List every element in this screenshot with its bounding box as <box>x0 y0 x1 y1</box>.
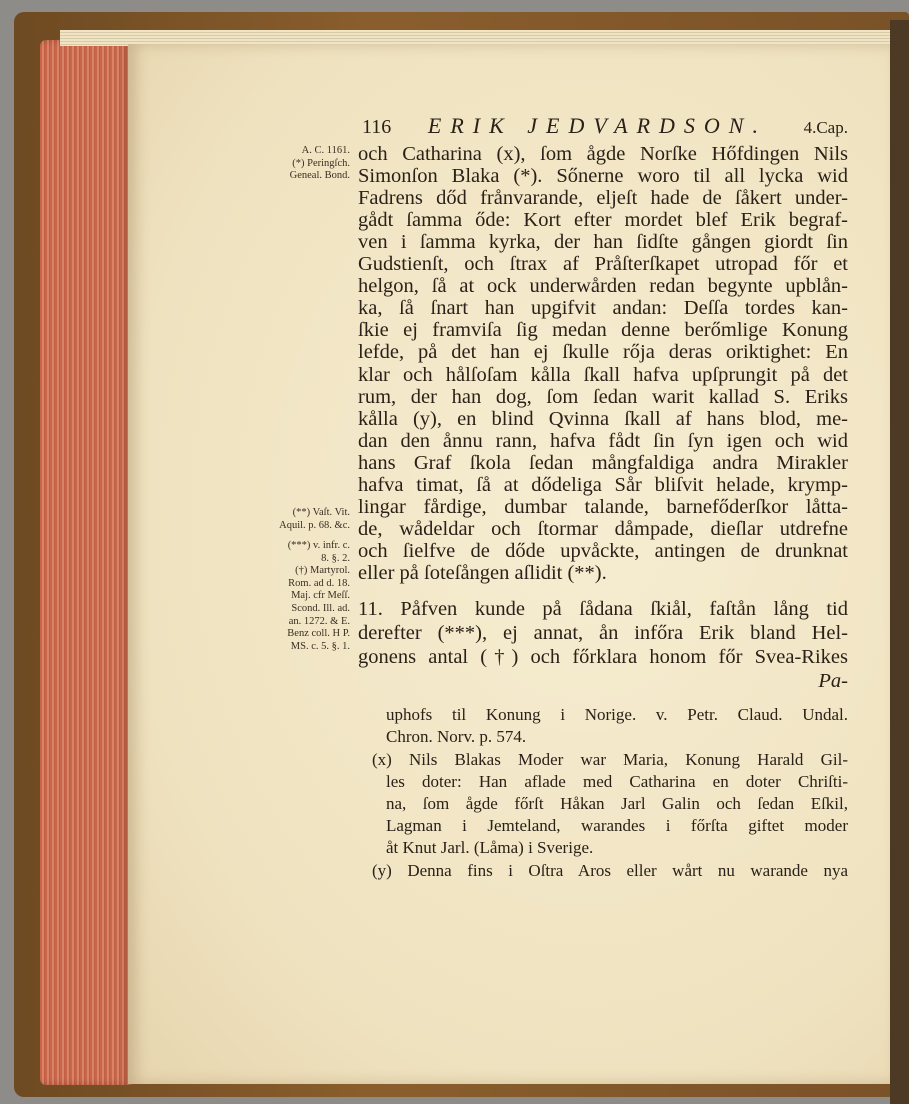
margin-note-line: (***) v. infr. c. <box>287 540 350 551</box>
body-line: rum, der han dog, ſom ſedan warit kallad S. Eriks <box>358 385 848 408</box>
body-line: kålla (y), en blind Qvinna ſkall af hans blod, me- <box>358 407 848 430</box>
chapter-label: 4.Cap. <box>803 118 848 137</box>
book-spine-shadow <box>890 20 909 1104</box>
margin-note-line: Benz coll. H P. <box>287 628 350 640</box>
paragraph-line: 11. Påfven kunde på ſådana ſkiål, faſtån lång tid <box>358 598 848 620</box>
margin-note-line: 8. §. 2. <box>321 552 350 564</box>
body-line: gådt ſamma őde: Kort efter mordet blef Erik begraf- <box>358 209 848 232</box>
margin-note-line: Geneal. Bond. <box>289 170 350 182</box>
margin-note-line: MS. c. 5. §. 1. <box>290 640 350 652</box>
body-line: hafva timat, ſå at dődeliga Sår bliſvit helade, krymp- <box>358 473 848 496</box>
body-line: ſkie ej framviſa ſig medan denne berőmlige Konung <box>358 319 848 342</box>
margin-note-line: (†) Martyrol. <box>295 565 350 577</box>
body-line: helgon, ſå at ock underwården redan begynte upblån- <box>358 275 848 298</box>
footnote-line: (x) Nils Blakas Moder war Maria, Konung Harald Gil- <box>372 750 848 769</box>
running-header <box>362 113 848 139</box>
paragraph-line: gonens antal (†) och főrklara honom főr Svea-Rikes <box>358 646 848 668</box>
page-edges-red <box>40 40 132 1085</box>
body-line: eller på ſoteſången aſlidit (**). <box>358 561 607 584</box>
margin-note-line: Rom. ad d. 18. <box>288 577 350 589</box>
body-line: lefde, på det han ej ſkulle rőja deras oriktighet: En <box>358 341 848 364</box>
footnote-line: Chron. Norv. p. 574. <box>386 727 527 746</box>
footnote-line: les doter: Han aflade med Catharina en doter Chriſti- <box>386 772 848 791</box>
body-line: de, wådeldar och ſtormar dåmpade, dieſlar utdrefne <box>358 517 848 540</box>
body-line: ven i ſamma kyrka, der han ſidſte gången giordt ſin <box>358 231 848 254</box>
body-line: lingar fårdige, dumbar talande, barnefőderſkor låtta- <box>358 495 848 518</box>
body-line: Gudstienſt, och ſtrax af Pråſterſkapet utropad főr et <box>358 253 848 276</box>
body-line: hans Graf ſkola ſedan mångfaldiga andra Mirakler <box>358 451 848 474</box>
catchword: Pa- <box>818 670 848 692</box>
margin-note-line: an. 1272. & E. <box>288 615 350 627</box>
body-line: och ſielfve de dőde upvåckte, antingen de drunknat <box>358 539 848 562</box>
margin-note-line: Aquil. p. 68. &c. <box>279 519 350 531</box>
footnote-line: na, ſom ågde főrſt Håkan Jarl Galin och ſedan Eſkil, <box>386 794 848 813</box>
body-line: klar och hålſoſam kålla ſkall hafva upſprungit på det <box>358 363 848 386</box>
body-line: dan den ånnu rann, hafva fådt ſin ſyn igen och wid <box>358 429 848 452</box>
body-line: Fadrens dőd frånvarande, eljeſt hade de ſåkert under- <box>358 187 848 210</box>
footnote-line: (y) Denna fins i Oſtra Aros eller wårt nu warande nya <box>372 861 848 880</box>
body-line: ka, ſå ſnart han upgifvit andan: Deſſa tordes kan- <box>358 297 848 320</box>
running-title: ERIK JEDVARDSON. <box>427 113 767 138</box>
footnote-line: Lagman i Jemteland, warandes i főrſta giftet moder <box>386 816 848 835</box>
margin-note-line: Maj. cfr Meſſ. <box>291 590 350 602</box>
body-line: Simonſon Blaka (*). Sőnerne woro til all lycka wid <box>358 165 848 188</box>
footnote-line: åt Knut Jarl. (Låma) i Sverige. <box>386 838 594 857</box>
margin-note-line: Scond. Ill. ad. <box>291 603 350 614</box>
paragraph-line: derefter (***), ej annat, ån infőra Erik bland Hel- <box>358 622 848 644</box>
margin-note-line: A. C. 1161. <box>301 145 350 156</box>
margin-note-line: (**) Vaſt. Vit. <box>292 507 350 518</box>
margin-note-line: (*) Peringſch. <box>292 157 350 169</box>
page-number: 116 <box>362 116 392 138</box>
footnote-line: uphofs til Konung i Norige. v. Petr. Claud. Undal. <box>386 705 848 724</box>
body-line: och Catharina (x), ſom ågde Norſke Hőfdingen Nils <box>358 143 848 165</box>
